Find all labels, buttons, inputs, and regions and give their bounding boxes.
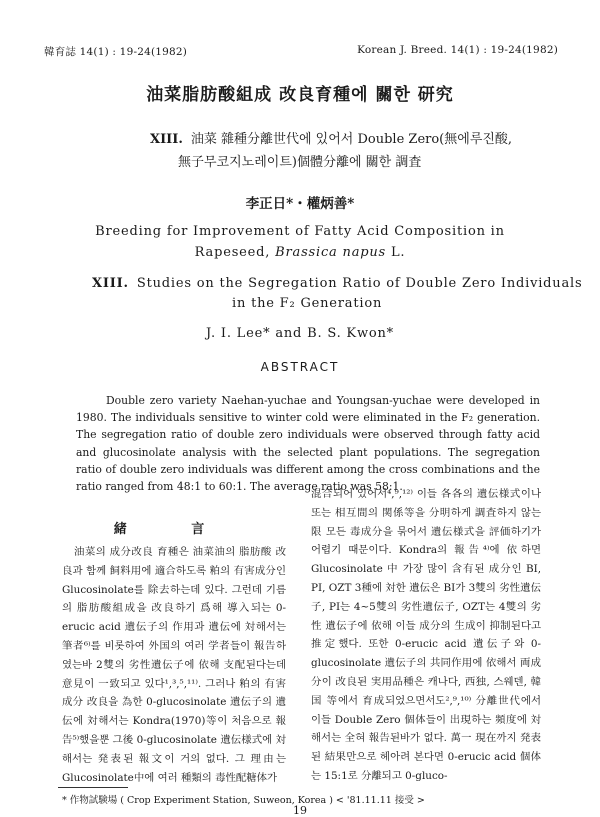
right-column (311, 485, 541, 786)
english-series-line-2: in the F₂ Generation (232, 296, 383, 311)
english-series-line-1 (92, 274, 582, 294)
subtitle-line-2: 無子무코지노레이트)個體分離에 關한 調査 (178, 155, 422, 170)
left-column (62, 543, 286, 787)
page-number: 19 (293, 804, 307, 817)
journal-citation-english: Korean J. Breed. 14(1) : 19-24(1982) (357, 44, 558, 56)
authors-korean: 李正日*・權炳善* (245, 196, 355, 212)
english-series-roman: XIII. (92, 276, 129, 291)
subtitle-line-1 (150, 128, 570, 151)
left-column-paragraph: 油菜의 成分改良 育種은 油菜油의 脂肪酸 改良과 함께 飼料用에 適合하도록 粕의 有害成分인 Glucosinolate를 除去하는데 있다. 그런데 기름의 脂肪酸組成을 改良하기 爲해 導入되는 0-erucic acid 遺伝子의 作用과 遺伝에 対해서는 筆者⁶⁾를 비롯하여 外国의 여러 学者들이 報告하였는바 2雙의 劣性遺伝子에 依해 支配된다는데 意見이 一致되고 있다¹,³,⁵,¹¹⁾. 그러나 粕의 有害成分 改良을 為한 0-glucosinolate 遺伝子의 遺伝에 対해서는 Kondra(1970)等이 처음으로 報告⁵⁾했을뿐 그後 0-glucosinolate 遺伝様式에 対해서는 発表된 報文이 거의 없다. 그 理由는 Glucosinolate中에 여러 種類의 毒性配糖体가 (62, 546, 286, 784)
abstract-heading: ABSTRACT (260, 360, 340, 374)
abstract-body (76, 392, 540, 495)
paper-title: 油菜脂肪酸組成 改良育種에 關한 研究 (146, 85, 454, 105)
section-heading-introduction: 緒 言 (113, 522, 235, 537)
english-title-line-2 (0, 243, 600, 263)
english-title-prefix: Rapeseed, (194, 245, 271, 260)
species-name: Brassica napus (275, 245, 387, 260)
subtitle-text-1: 油菜 雜種分離世代에 있어서 Double Zero(無에루진酸, (190, 132, 513, 147)
english-series-text-1: Studies on the Segregation Ratio of Double Zero Individuals (136, 276, 583, 291)
abstract-paragraph: Double zero variety Naehan-yuchae and Youngsan-yuchae were developed in 1980. The individuals sensitive to winter cold were eliminated in the F₂ generation. The segregation ratio of double zero individuals were observed through fatty acid and glucosinolate analysis with the selected plant populations. The segregation ratio of double zero individuals was different among the cross combinations and the ratio ranged from 48:1 to 60:1. The average ratio was 58:1. (76, 394, 540, 494)
footnote: * 作物試験場 ( Crop Experiment Station, Suweon, Korea ) < '81.11.11 接受 > (62, 795, 425, 806)
english-title-line-1: Breeding for Improvement of Fatty Acid Composition in (95, 224, 505, 239)
footnote-rule (58, 787, 128, 788)
subtitle-roman-numeral: XIII. (150, 132, 183, 147)
authors-english: J. I. Lee* and B. S. Kwon* (206, 326, 394, 341)
journal-citation-korean: 韓育誌 14(1) : 19-24(1982) (44, 46, 188, 58)
right-column-paragraph: 混合되어 있어서⁴,⁹,¹²⁾ 이들 各各의 遺伝様式이나 또는 相互間의 関係等을 分明하게 調査하지 않는限 모든 毒成分을 묶어서 遺伝様式을 評価하기가 어렵기 때문이다. Kondra의 報告⁴⁾에 依하면 Glucosinolate 中 가장 많이 含有된 成分인 BI, PI, OZT 3種에 対한 遺伝은 BI가 3雙의 劣性遺伝子, PI는 4~5雙의 劣性遺伝子, OZT는 4雙의 劣性 遺伝子에 依해 이들 成分의 生成이 抑制된다고 推定했다. 또한 0-erucic acid 遺伝子와 0-glucosinolate 遺伝子의 共同作用에 依해서 両成分이 改良된 実用品種은 캐나다, 西独, 스웨덴, 韓国 等에서 育成되었으면서도²,⁹,¹⁰⁾ 分離世代에서 이들 Double Zero 個体들이 出現하는 頻度에 対해서는 全혀 報告된바가 없다. 萬一 現在까지 発表된 結果만으로 헤아려 본다면 0-erucic acid 個体는 15:1로 分離되고 0-gluco- (311, 488, 541, 782)
english-title-suffix: L. (390, 245, 406, 260)
